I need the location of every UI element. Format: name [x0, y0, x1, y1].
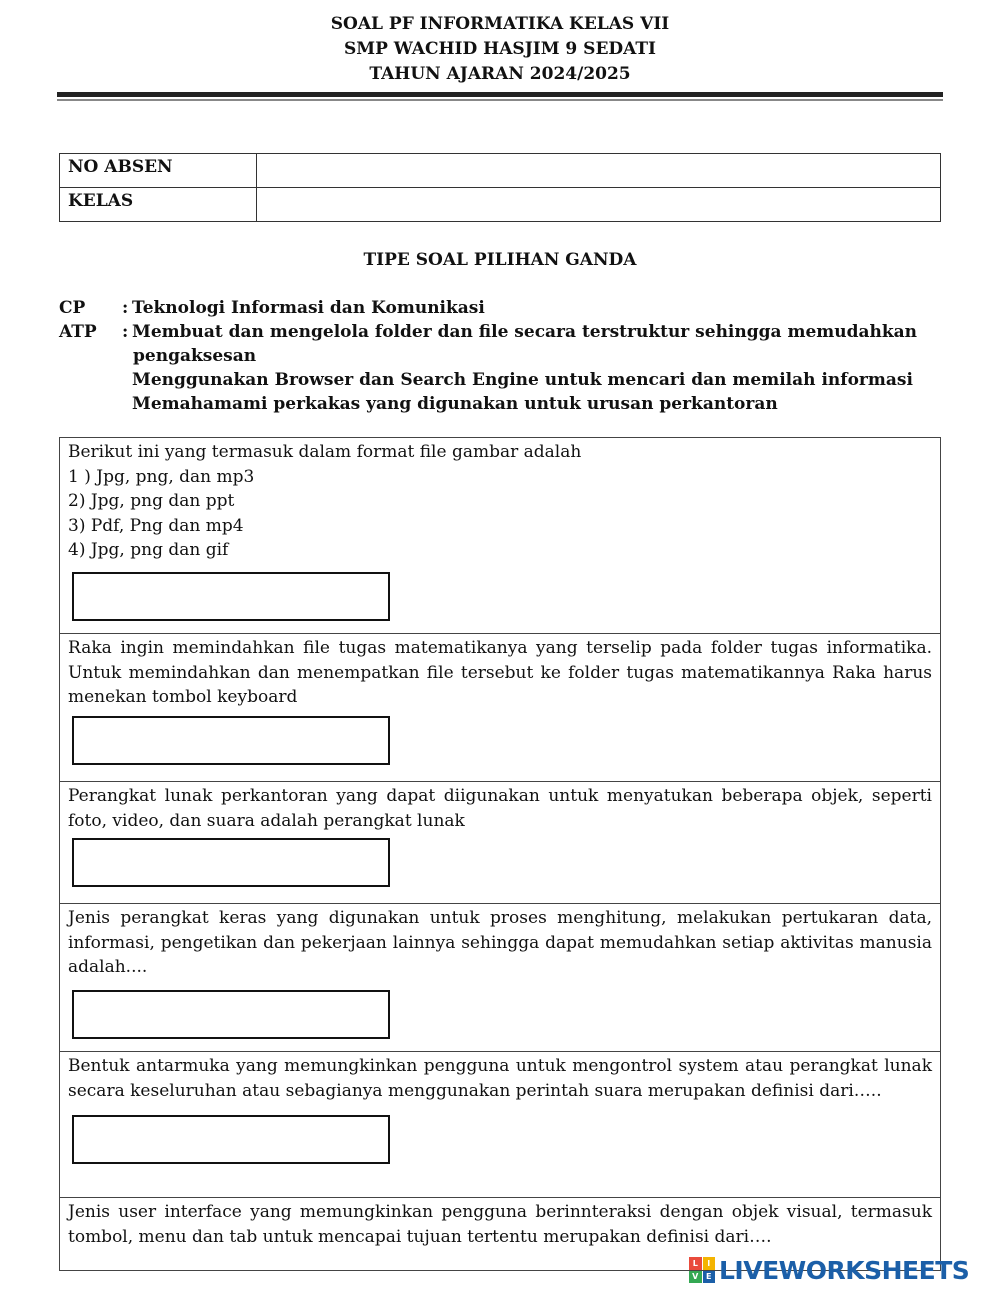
question-5-text: Bentuk antarmuka yang memungkinkan pengguna untuk mengontrol system atau perangkat lunak secara keseluruhan atau sebagianya menggunakan perintah suara merupakan definisi dari…..: [68, 1056, 932, 1101]
no-absen-field[interactable]: [257, 154, 941, 188]
logo-mark-letter: I: [703, 1257, 716, 1270]
header-divider-thin: [57, 99, 943, 101]
question-2-text: Raka ingin memindahkan file tugas matematikanya yang terselip pada folder tugas informatika. Untuk memindahkan dan menempatkan file tersebut ke folder tugas matematikannya Raka harus menekan tombol keyboard: [68, 638, 932, 707]
no-absen-label: NO ABSEN: [60, 154, 257, 188]
cp-value: Teknologi Informasi dan Komunikasi: [132, 298, 485, 318]
question-3-text: Perangkat lunak perkantoran yang dapat diigunakan untuk menyatukan beberapa objek, seperti foto, video, dan suara adalah perangkat lunak: [68, 786, 932, 831]
document-header: [0, 12, 1000, 87]
kelas-label: KELAS: [60, 188, 257, 222]
header-divider-thick: [57, 92, 943, 97]
question-1-option: 1 ) Jpg, png, dan mp3: [68, 466, 255, 487]
question-1: [60, 438, 940, 634]
liveworksheets-mark-icon: [689, 1257, 715, 1283]
question-1-option: 3) Pdf, Png dan mp4: [68, 515, 244, 536]
question-1-text: [68, 440, 932, 563]
atp-line: Membuat dan mengelola folder dan file secara terstruktur sehingga memudahkan: [132, 322, 918, 342]
kelas-row: [60, 188, 941, 222]
logo-mark-letter: E: [703, 1271, 716, 1284]
atp-row: [59, 320, 939, 416]
atp-line: Memahamami perkakas yang digunakan untuk urusan perkantoran: [132, 394, 778, 414]
question-4: [60, 904, 940, 1052]
question-5: [60, 1052, 940, 1198]
question-1-option: 2) Jpg, png dan ppt: [68, 491, 235, 511]
header-year: TAHUN AJARAN 2024/2025: [369, 64, 631, 84]
question-1-option: 4) Jpg, png dan gif: [68, 540, 229, 560]
liveworksheets-wordmark: LIVEWORKSHEETS: [719, 1255, 970, 1285]
header-school: SMP WACHID HASJIM 9 SEDATI: [343, 39, 657, 59]
kelas-field[interactable]: [257, 188, 941, 222]
questions-table: [59, 437, 941, 1271]
answer-box-1[interactable]: [72, 572, 390, 621]
identity-table: [59, 153, 941, 222]
section-title: TIPE SOAL PILIHAN GANDA: [363, 250, 637, 270]
header-title: SOAL PF INFORMATIKA KELAS VII: [330, 14, 670, 34]
atp-colon: :: [122, 322, 129, 342]
atp-line: pengaksesan: [133, 346, 257, 366]
logo-mark-letter: L: [689, 1257, 702, 1270]
question-4-text: Jenis perangkat keras yang digunakan untuk proses menghitung, melakukan pertukaran data, informasi, pengetikan dan pekerjaan lainnya sehingga dapat memudahkan setiap aktivitas manusia adalah....: [68, 908, 932, 977]
logo-mark-letter: V: [689, 1271, 702, 1284]
answer-box-3[interactable]: [72, 838, 390, 887]
cp-label: CP: [59, 298, 86, 318]
answer-box-4[interactable]: [72, 990, 390, 1039]
question-3: [60, 782, 940, 904]
question-6-text: Jenis user interface yang memungkinkan pengguna berinnteraksi dengan objek visual, termasuk tombol, menu dan tab untuk mencapai tujuan tertentu merupakan definisi dari….: [68, 1202, 932, 1247]
question-2: [60, 634, 940, 782]
cp-colon: :: [122, 298, 129, 318]
question-1-stem: Berikut ini yang termasuk dalam format file gambar adalah: [68, 442, 582, 462]
atp-label: ATP: [59, 322, 97, 342]
answer-box-5[interactable]: [72, 1115, 390, 1164]
answer-box-2[interactable]: [72, 716, 390, 765]
atp-line: Menggunakan Browser dan Search Engine untuk mencari dan memilah informasi: [132, 370, 913, 390]
no-absen-row: [60, 154, 941, 188]
liveworksheets-logo: [689, 1254, 969, 1286]
cp-row: [59, 296, 939, 320]
atp-values: [132, 320, 932, 416]
